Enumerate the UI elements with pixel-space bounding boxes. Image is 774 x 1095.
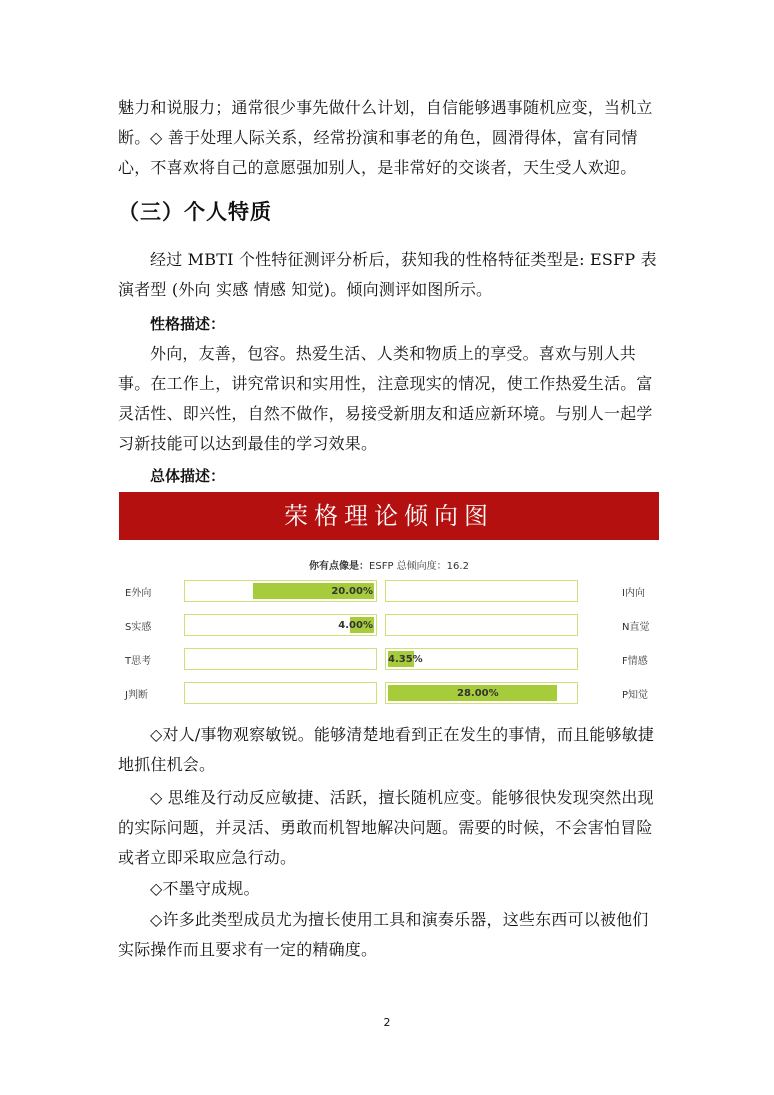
bar-track-left xyxy=(184,682,377,704)
bar-track-left xyxy=(184,614,377,636)
paragraph-thinking: ◇ 思维及行动反应敏捷、活跃，擅长随机应变。能够很快发现突然出现的实际问题，并灵活、勇敢而机智地解决问题。需要的时候，不会害怕冒险或者立即采取应急行动。 xyxy=(118,788,654,867)
jung-tendency-chart xyxy=(119,492,659,717)
page-number: 2 xyxy=(383,1016,391,1029)
row-label-left: J判断 xyxy=(125,690,148,701)
bar-track-right xyxy=(385,614,578,636)
paragraph-tools: ◇许多此类型成员尤为擅长使用工具和演奏乐器，这些东西可以被他们实际操作而且要求有一定的精确度。 xyxy=(118,910,649,959)
paragraph-personality: 外向，友善，包容。热爱生活、人类和物质上的享受。喜欢与别人共事。在工作上，讲究常识和实用性，注意现实的情况，使工作热爱生活。富灵活性、即兴性，自然不做作，易接受新朋友和适应新环境。与别人一起学习新技能可以达到最佳的学习效果。 xyxy=(118,344,653,453)
paragraph-interpersonal: ◇ 善于处理人际关系，经常扮演和事老的角色，圆滑得体，富有同情心，不喜欢将自己的意愿强加别人，是非常好的交谈者，天生受人欢迎。 xyxy=(118,128,638,177)
chart-subtitle-prefix: 你有点像是： xyxy=(309,561,370,572)
bar-value-label: 4.00% xyxy=(338,620,373,631)
paragraph-continuation: 魅力和说服力；通常很少事先做什么计划，自信能够遇事随机应变，当机立断。 xyxy=(118,98,653,147)
bar-value-label: 4.35% xyxy=(388,654,423,665)
row-label-left: S实感 xyxy=(125,622,152,633)
chart-title: 荣格理论倾向图 xyxy=(119,492,659,540)
section-title: （三）个人特质 xyxy=(118,200,272,224)
row-label-left: T思考 xyxy=(125,656,152,667)
personality-label: 性格描述： xyxy=(150,315,226,333)
chart-subtitle xyxy=(119,557,659,572)
overall-label: 总体描述： xyxy=(150,467,226,485)
bar-track-right xyxy=(385,580,578,602)
paragraph-intro: 经过 MBTI 个性特征测评分析后，获知我的性格特征类型是: ESFP 表演者型 (外向 实感 情感 知觉)。倾向测评如图所示。 xyxy=(118,250,657,299)
row-label-right: F情感 xyxy=(622,656,648,667)
row-label-right: I内向 xyxy=(622,588,645,599)
bar-track-right xyxy=(385,682,578,704)
chart-subtitle-rest: ESFP 总倾向度：16.2 xyxy=(369,561,469,572)
bar-track-left xyxy=(184,580,377,602)
row-label-right: N直觉 xyxy=(622,622,650,633)
bar-track-right xyxy=(385,648,578,670)
paragraph-unconventional: ◇不墨守成规。 xyxy=(150,879,260,898)
paragraph-observation: ◇对人/事物观察敏锐。能够清楚地看到正在发生的事情，而且能够敏捷地抓住机会。 xyxy=(118,725,655,774)
row-label-right: P知觉 xyxy=(622,690,649,701)
row-label-left: E外向 xyxy=(125,588,152,599)
bar-value-label: 28.00% xyxy=(457,688,499,699)
bar-value-label: 20.00% xyxy=(331,586,373,597)
bar-track-left xyxy=(184,648,377,670)
